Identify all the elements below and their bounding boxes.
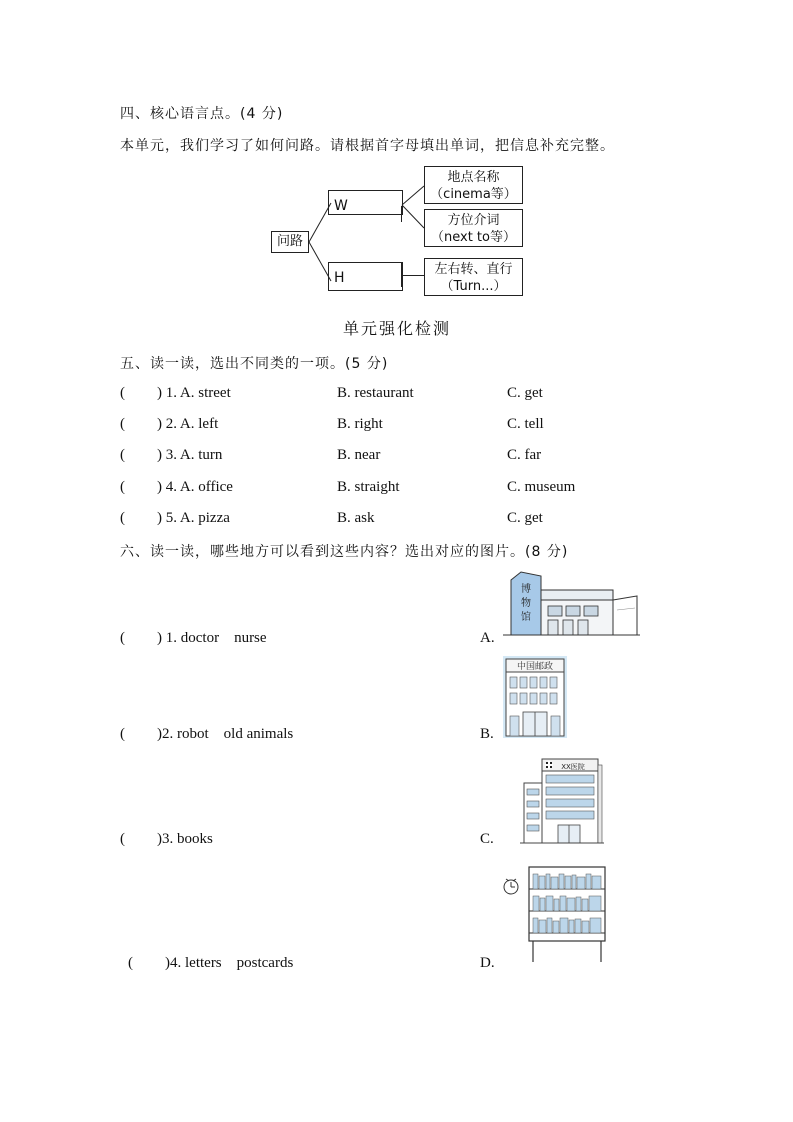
- q6-3-paren[interactable]: (: [120, 831, 125, 847]
- place-name-box: [424, 166, 523, 204]
- q5-5-option-a: ) 5. A. pizza: [157, 510, 230, 526]
- place-name-example: （cinema等）: [430, 187, 517, 202]
- section5-heading: 五、读一读，选出不同类的一项。(5 分): [120, 356, 389, 372]
- q5-2-option-a: ) 2. A. left: [157, 416, 219, 432]
- q5-3-paren[interactable]: (: [120, 447, 125, 463]
- library-picture: [500, 864, 610, 964]
- q5-1-option-a: ) 1. A. street: [157, 385, 231, 401]
- preposition-box: [424, 209, 523, 247]
- q6-2-paren[interactable]: (: [120, 726, 125, 742]
- turn-example: （Turn...）: [440, 279, 507, 294]
- q5-4-option-c: C. museum: [507, 479, 576, 495]
- section4-heading: 四、核心语言点。(4 分): [120, 106, 284, 122]
- museum-sign-char-2: 物: [521, 598, 531, 609]
- option-a-letter: A.: [480, 630, 495, 646]
- q5-4-paren[interactable]: (: [120, 479, 125, 495]
- q5-2-option-c: C. tell: [507, 416, 544, 432]
- q5-4-option-b: B. straight: [337, 479, 400, 495]
- w-initial: W: [334, 198, 348, 214]
- option-d-letter: D.: [480, 955, 495, 971]
- q6-4-text: )4. letters postcards: [165, 955, 294, 971]
- q6-1-text: ) 1. doctor nurse: [157, 630, 267, 646]
- q5-4-option-a: ) 4. A. office: [157, 479, 233, 495]
- q6-3-text: )3. books: [157, 831, 213, 847]
- hospital-sign: XX医院: [561, 763, 585, 771]
- q5-2-paren[interactable]: (: [120, 416, 125, 432]
- h-connector: [402, 275, 424, 276]
- option-c-letter: C.: [480, 831, 494, 847]
- q5-2-option-b: B. right: [337, 416, 383, 432]
- q5-5-option-c: C. get: [507, 510, 543, 526]
- q5-5-option-b: B. ask: [337, 510, 375, 526]
- q5-1-option-b: B. restaurant: [337, 385, 414, 401]
- q5-3-option-b: B. near: [337, 447, 381, 463]
- section6-heading: 六、读一读，哪些地方可以看到这些内容？选出对应的图片。(8 分): [120, 544, 569, 560]
- turn-label: 左右转、直行: [434, 262, 513, 277]
- unit-title: 单元强化检测: [343, 319, 452, 338]
- q5-5-paren[interactable]: (: [120, 510, 125, 526]
- hospital-picture: [520, 755, 604, 845]
- root-box: 问路: [271, 231, 309, 253]
- turn-box: [424, 258, 523, 296]
- q6-4-paren[interactable]: (: [128, 955, 133, 971]
- post-sign: 中国邮政: [516, 662, 554, 672]
- q5-3-option-c: C. far: [507, 447, 542, 463]
- museum-picture: [503, 570, 640, 640]
- preposition-label: 方位介词: [447, 213, 500, 228]
- q5-1-paren[interactable]: (: [120, 385, 125, 401]
- museum-sign-char-1: 博: [521, 584, 531, 595]
- h-initial: H: [334, 270, 345, 286]
- option-b-letter: B.: [480, 726, 494, 742]
- q6-2-text: )2. robot old animals: [157, 726, 294, 742]
- museum-sign-char-3: 馆: [521, 612, 531, 623]
- section4-instruction: 本单元，我们学习了如何问路。请根据首字母填出单词，把信息补充完整。: [120, 138, 615, 154]
- post-office-picture: [503, 656, 567, 738]
- q5-1-option-c: C. get: [507, 385, 543, 401]
- preposition-example: （next to等）: [431, 230, 516, 245]
- place-name-label: 地点名称: [447, 170, 500, 185]
- q6-1-paren[interactable]: (: [120, 630, 125, 646]
- q5-3-option-a: ) 3. A. turn: [157, 447, 223, 463]
